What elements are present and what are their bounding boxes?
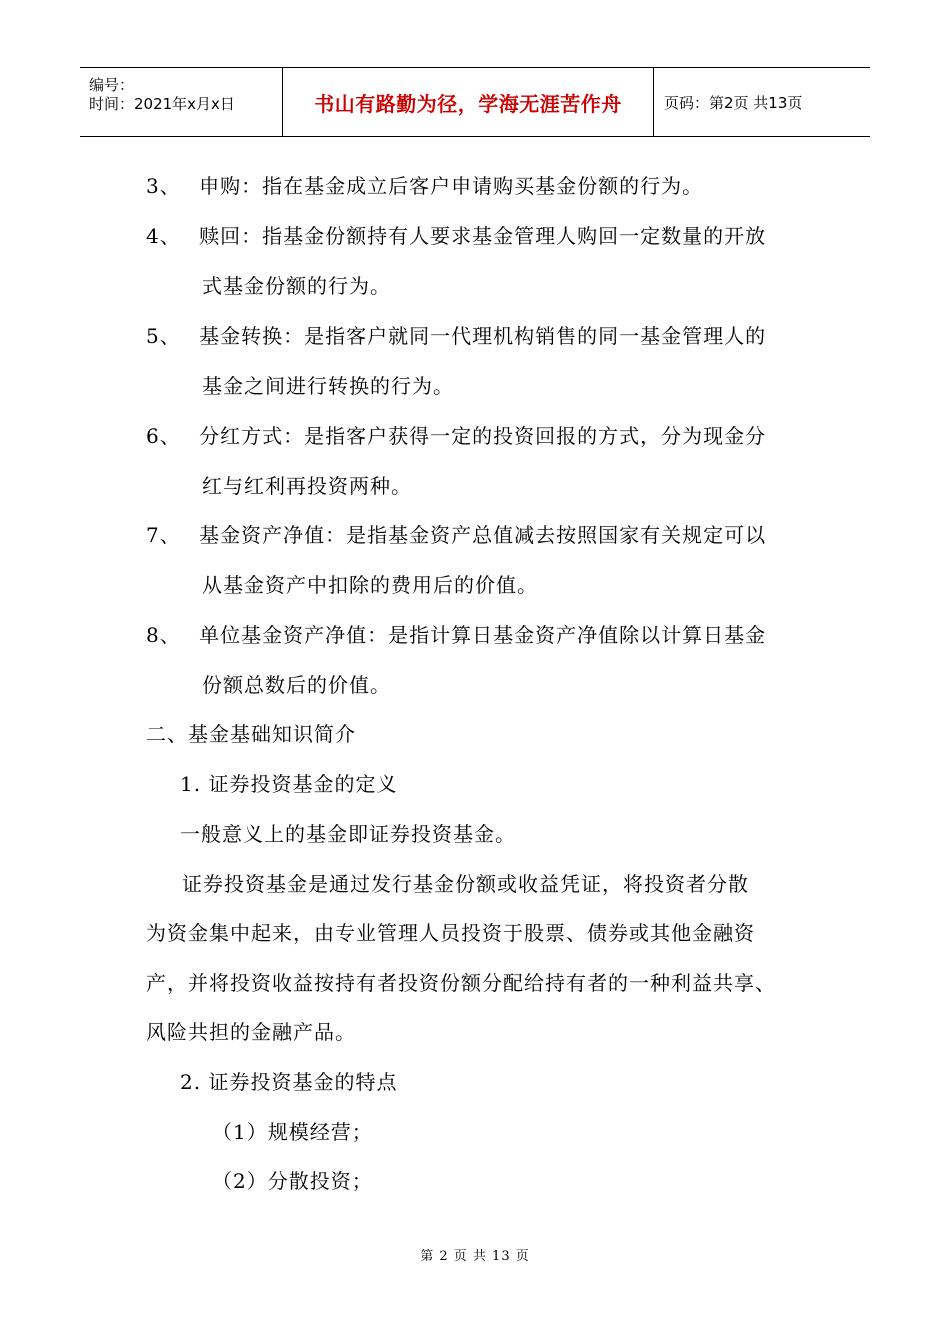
body-line: 7、 基金资产净值：是指基金资产总值减去按照国家有关规定可以: [146, 523, 767, 547]
section-heading: 二、基金基础知识简介: [146, 722, 356, 746]
body-line: 5、 基金转换：是指客户就同一代理机构销售的同一基金管理人的: [146, 324, 767, 348]
document-number-label: 编号：: [89, 76, 135, 94]
body-line: 风险共担的金融产品。: [146, 1020, 356, 1044]
body-line: 份额总数后的价值。: [202, 673, 391, 697]
header-motto-cell: [283, 68, 654, 136]
header-table: [80, 67, 870, 137]
body-line: 红与红利再投资两种。: [202, 474, 412, 498]
body-line: 产，并将投资收益按持有者投资份额分配给持有者的一种利益共享、: [146, 971, 776, 995]
body-line: 为资金集中起来，由专业管理人员投资于股票、债券或其他金融资: [146, 921, 755, 945]
body-line: 8、 单位基金资产净值：是指计算日基金资产净值除以计算日基金: [146, 623, 767, 647]
body-line: 4、 赎回：指基金份额持有人要求基金管理人购回一定数量的开放: [146, 224, 767, 248]
body-line: 式基金份额的行为。: [202, 274, 391, 298]
header-page-info: 页码：第2页 共13页: [664, 93, 803, 112]
body-line: 3、 申购：指在基金成立后客户申请购买基金份额的行为。: [146, 174, 704, 198]
header-motto: 书山有路勤为径，学海无涯苦作舟: [314, 91, 622, 116]
header-page-cell: [654, 68, 870, 136]
body-line: 一般意义上的基金即证券投资基金。: [180, 822, 516, 846]
body-line: 从基金资产中扣除的费用后的价值。: [202, 573, 538, 597]
header-meta-cell: [80, 68, 283, 136]
body-line: 6、 分红方式：是指客户获得一定的投资回报的方式，分为现金分: [146, 424, 767, 448]
list-item: （2）分散投资；: [212, 1169, 373, 1193]
document-time-label: 时间：2021年x月x日: [89, 95, 235, 113]
body-line: 证券投资基金是通过发行基金份额或收益凭证，将投资者分散: [182, 872, 749, 896]
page-footer: 第 2 页 共 13 页: [420, 1249, 530, 1264]
body-line: 基金之间进行转换的行为。: [202, 374, 454, 398]
subsection-heading: 2. 证券投资基金的特点: [180, 1070, 398, 1094]
subsection-heading: 1. 证券投资基金的定义: [180, 772, 398, 796]
list-item: （1）规模经营；: [212, 1120, 373, 1144]
